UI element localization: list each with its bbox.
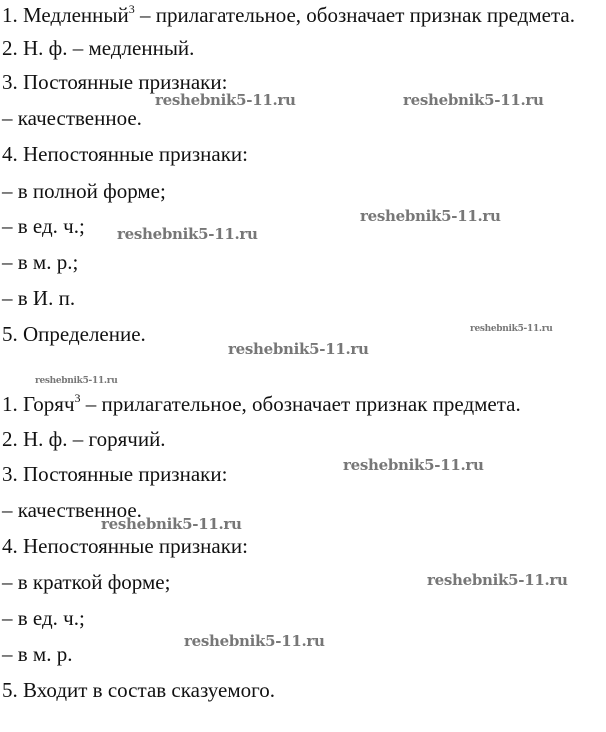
line-1-4: – качественное. <box>2 106 142 130</box>
line-1-9: – в И. п. <box>2 286 76 310</box>
watermark: reshebnik5-11.ru <box>427 571 568 589</box>
watermark: reshebnik5-11.ru <box>228 340 369 358</box>
line-2-2: 2. Н. ф. – горячий. <box>2 427 166 451</box>
watermark: reshebnik5-11.ru <box>403 91 544 109</box>
line-2-9: 5. Входит в состав сказуемого. <box>2 678 275 702</box>
line-1-7: – в ед. ч.; <box>2 214 85 238</box>
watermark: reshebnik5-11.ru <box>470 324 553 334</box>
watermark: reshebnik5-11.ru <box>343 456 484 474</box>
watermark: reshebnik5-11.ru <box>155 91 296 109</box>
watermark: reshebnik5-11.ru <box>184 632 325 650</box>
watermark: reshebnik5-11.ru <box>101 515 242 533</box>
line-1-3: 3. Постоянные признаки: <box>2 70 228 94</box>
line-2-6: – в краткой форме; <box>2 570 171 594</box>
footnote-mark: 3 <box>74 391 81 405</box>
line-text: – прилагательное, обозначает признак предмета. <box>134 3 575 27</box>
watermark: reshebnik5-11.ru <box>360 207 501 225</box>
line-2-3: 3. Постоянные признаки: <box>2 462 228 486</box>
word: 1. Горяч <box>2 392 75 416</box>
line-2-4: – качественное. <box>2 498 142 522</box>
line-text: – прилагательное, обозначает признак предмета. <box>80 392 521 416</box>
watermark: reshebnik5-11.ru <box>117 225 258 243</box>
line-1-8: – в м. р.; <box>2 250 79 274</box>
line-2-5: 4. Непостоянные признаки: <box>2 534 248 558</box>
line-2-7: – в ед. ч.; <box>2 606 85 630</box>
watermark: reshebnik5-11.ru <box>35 376 118 386</box>
line-2-8: – в м. р. <box>2 642 73 666</box>
line-1-6: – в полной форме; <box>2 179 166 203</box>
word: 1. Медленный <box>2 3 129 27</box>
line-1-10: 5. Определение. <box>2 322 146 346</box>
line-1-1 <box>2 3 575 27</box>
line-2-1 <box>2 392 521 416</box>
line-1-2: 2. Н. ф. – медленный. <box>2 36 195 60</box>
footnote-mark: 3 <box>128 2 135 16</box>
line-1-5: 4. Непостоянные признаки: <box>2 142 248 166</box>
